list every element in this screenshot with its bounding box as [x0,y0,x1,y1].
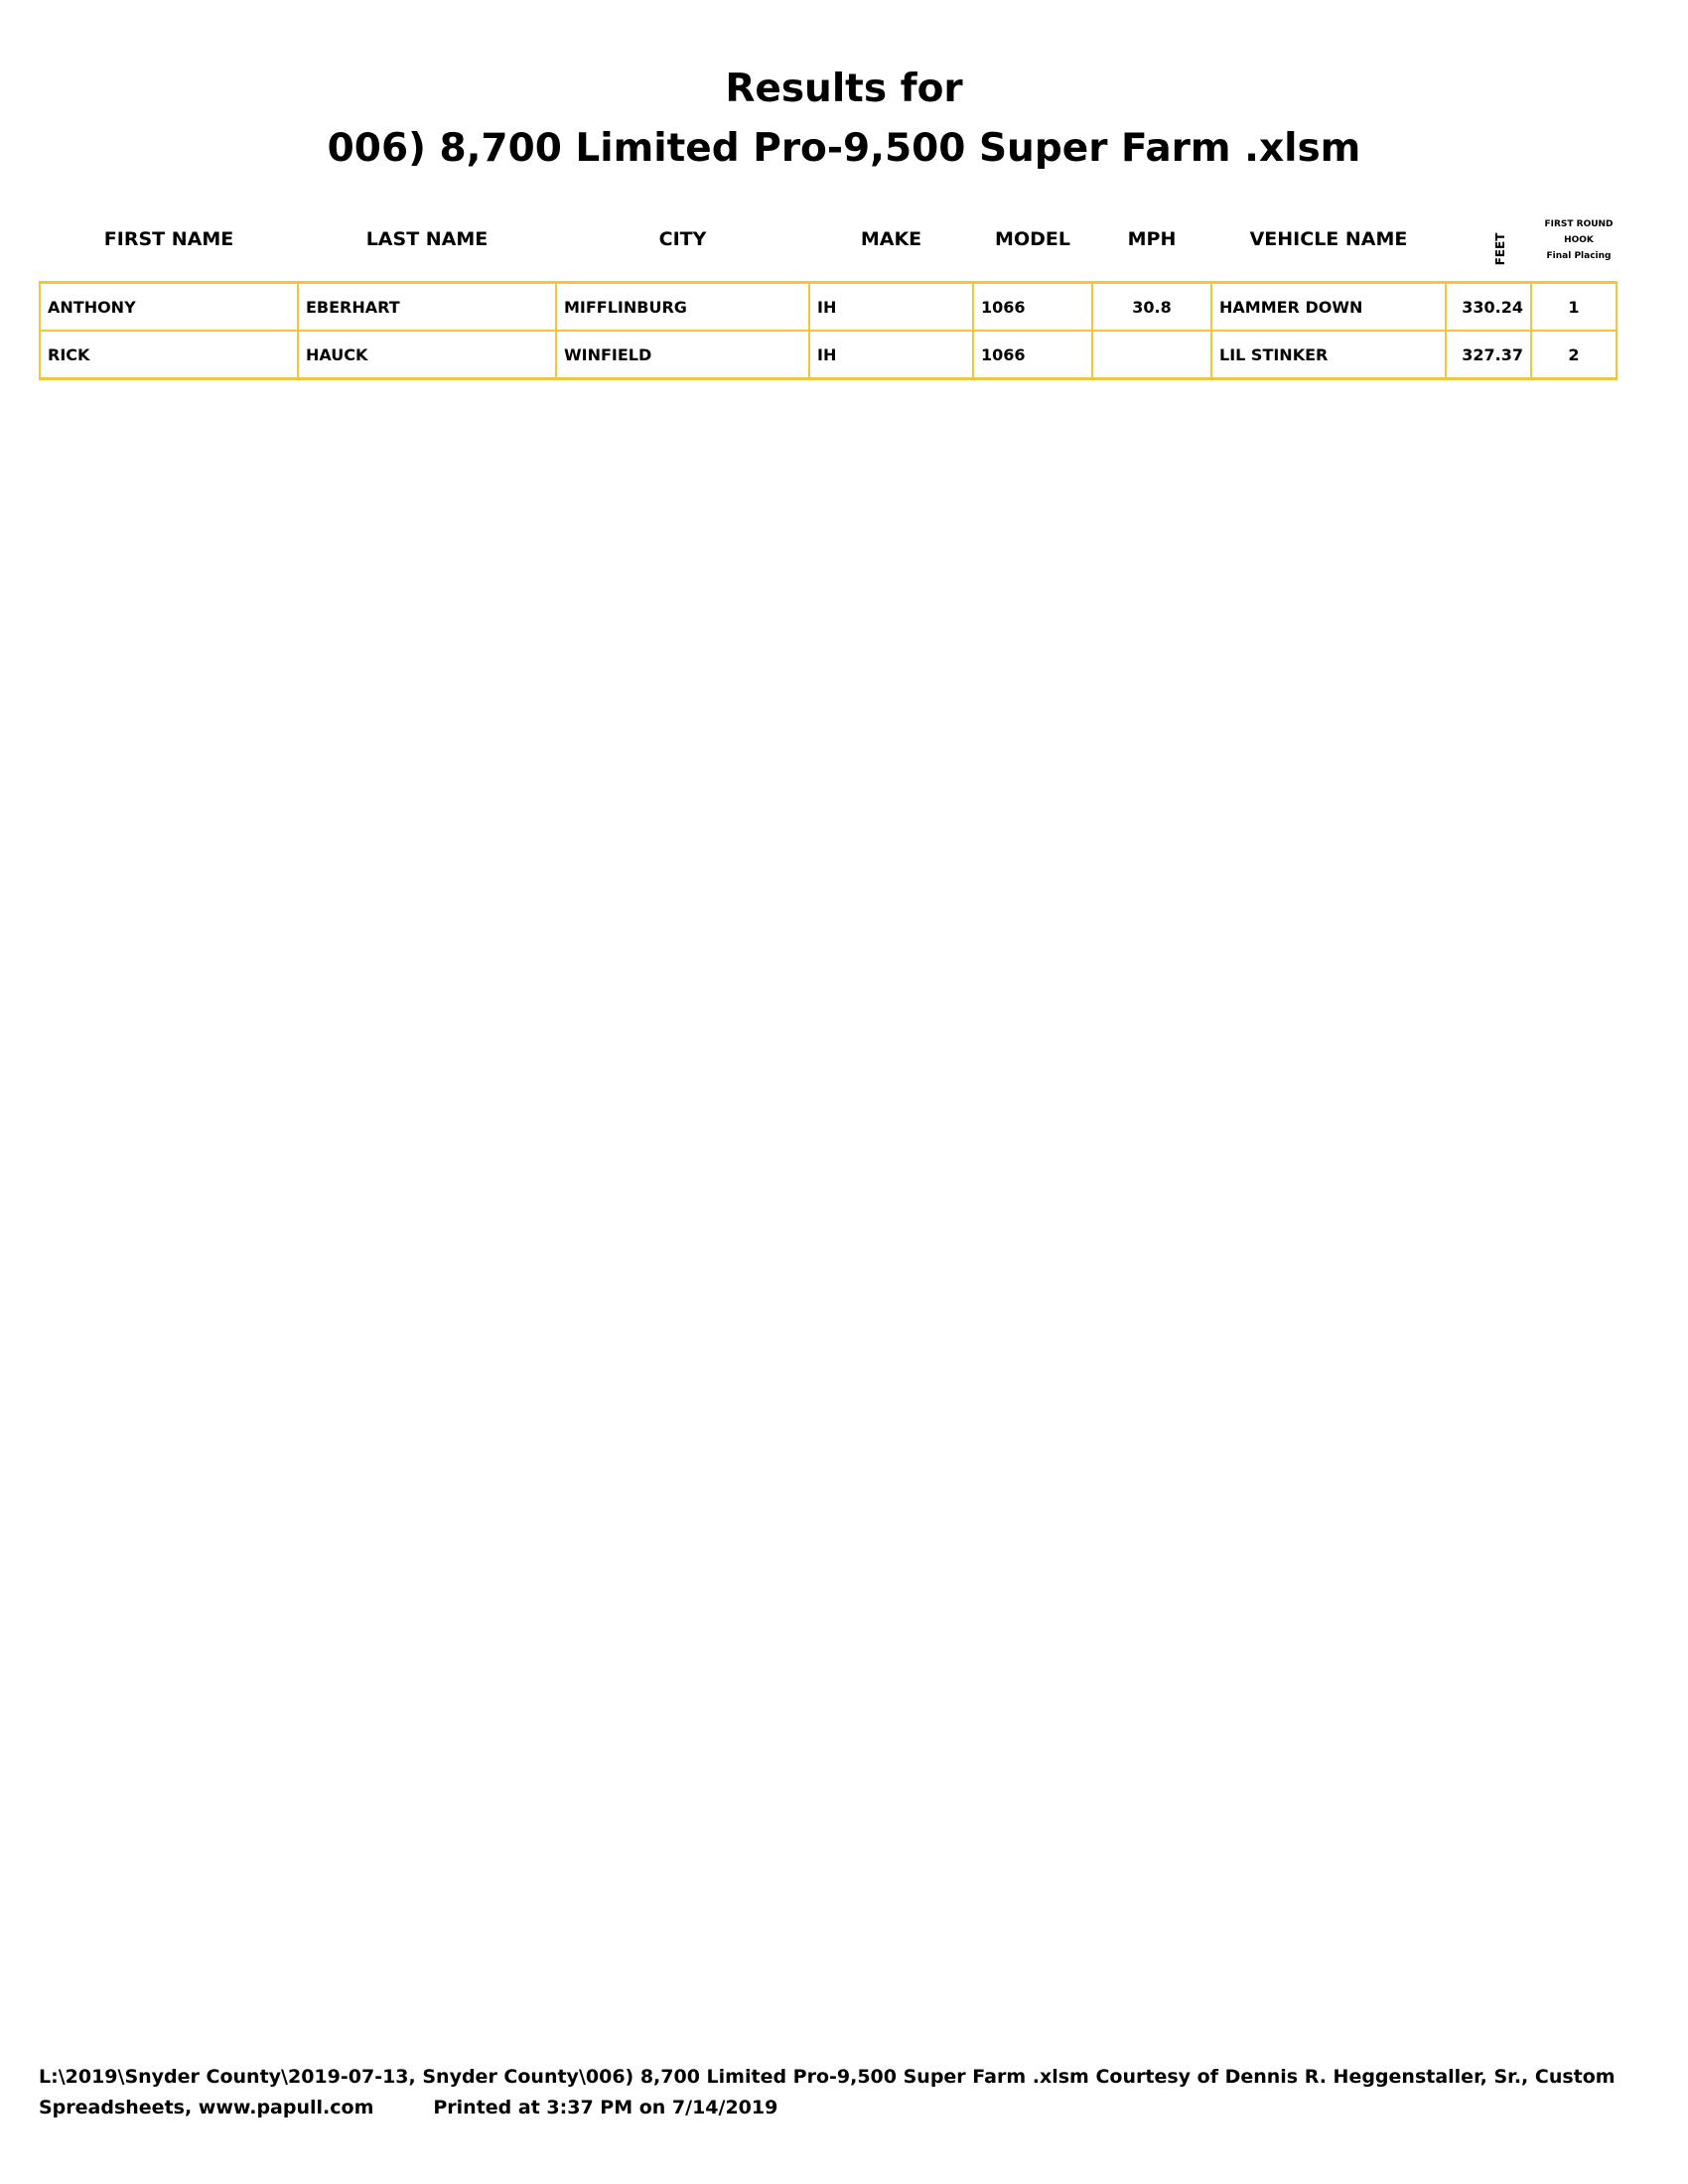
cell-mph: 30.8 [1092,283,1211,332]
cell-mph [1092,331,1211,379]
header-make: MAKE [860,228,922,250]
header-hook: HOOK [1564,235,1594,245]
header-first-name: FIRST NAME [103,228,234,250]
cell-city: MIFFLINBURG [556,283,809,332]
page-title: Results for [725,67,963,111]
cell-last-name: HAUCK [298,331,556,379]
table-row [40,331,1617,379]
header-mph: MPH [1127,228,1177,250]
cell-model: 1066 [973,283,1092,332]
page-footer [39,2062,1657,2123]
cell-make: IH [809,331,973,379]
footer-printed: Printed at 3:37 PM on 7/14/2019 [433,2097,778,2118]
header-last-name: LAST NAME [365,228,489,250]
footer-line2 [39,2093,1657,2123]
header-final-placing: Final Placing [1546,251,1612,261]
cell-vehicle-name: HAMMER DOWN [1211,283,1446,332]
footer-path: L:\2019\Snyder County\2019-07-13, Snyder County\006) 8,700 Limited Pro-9,500 Super Farm .xlsm Courtesy of Dennis R. Heggenstaller, Sr., Custom [39,2066,1616,2088]
cell-placing: 1 [1531,283,1617,332]
header-feet: FEET [1493,232,1507,266]
cell-make: IH [809,283,973,332]
header-first-round: FIRST ROUND [1544,219,1614,229]
cell-first-name: ANTHONY [40,283,298,332]
cell-vehicle-name: LIL STINKER [1211,331,1446,379]
results-table [39,281,1618,380]
cell-first-name: RICK [40,331,298,379]
cell-last-name: EBERHART [298,283,556,332]
cell-city: WINFIELD [556,331,809,379]
footer-website: Spreadsheets, www.papull.com [39,2097,374,2118]
page-subtitle: 006) 8,700 Limited Pro-9,500 Super Farm .xlsm [327,126,1361,171]
header-city: CITY [658,228,707,250]
cell-feet: 327.37 [1446,331,1531,379]
header-model: MODEL [995,228,1070,250]
header-vehicle-name: VEHICLE NAME [1249,228,1408,250]
table-row [40,283,1617,332]
cell-placing: 2 [1531,331,1617,379]
cell-model: 1066 [973,331,1092,379]
cell-feet: 330.24 [1446,283,1531,332]
